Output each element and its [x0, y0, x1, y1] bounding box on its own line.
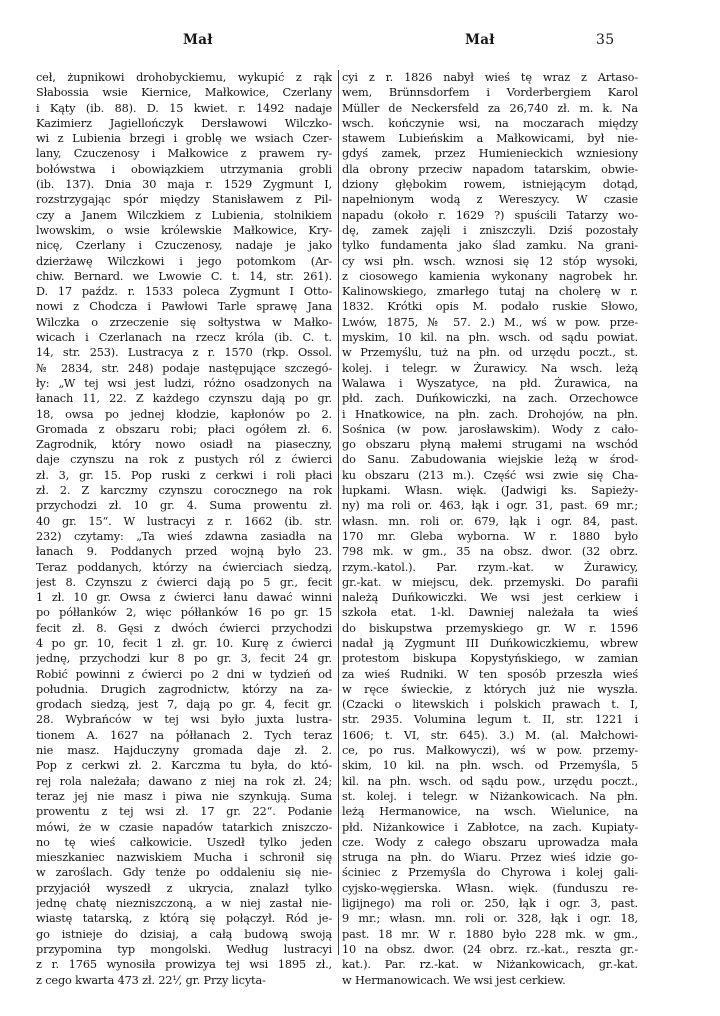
text-line: przyjaciół wyszedł z ukrycia, znalazł tylko — [36, 881, 332, 895]
text-line: 40 gr. 15“. W lustracyi z r. 1662 (ib. str. — [36, 514, 332, 528]
text-line: lwowskim, o wsie królewskie Małkowice, Kry- — [36, 223, 332, 237]
text-line: ły: „W tej wsi jest ludzi, różno osadzonych na — [36, 376, 332, 390]
text-line: Sośnica (w pow. jarosławskim). Wody z cało- — [342, 422, 638, 436]
text-line: łupkami. Własn. więk. (Jadwigi ks. Sapieży- — [342, 484, 638, 498]
text-line: do Sanu. Zabudowania wiejskie leżą w środ- — [342, 453, 638, 467]
text-line: ny) ma roli or. 463, łąk i ogr. 31, past. 69 mr.; — [342, 499, 638, 513]
text-line: chiw. Bernard. we Lwowie C. t. 14, str. 261). — [36, 269, 332, 283]
text-line: z ciosowego kamienia wykonany nagrobek hr. — [342, 269, 638, 283]
text-line: kil. na płn. wsch. od sądu pow., urzędu poczt., — [342, 774, 638, 788]
text-line: 28. Wybrańców w tej wsi było juxta lustra- — [36, 713, 332, 727]
text-line: № 2834, str. 248) podaje następujące szczegó- — [36, 361, 332, 375]
text-line: dzierżawę Wilczkowi i jego potomkom (Ar- — [36, 254, 332, 268]
text-line: i Kąty (ib. 88). D. 15 kwiet. r. 1492 nadaje — [36, 101, 332, 115]
text-line: w ręce świeckie, z których już nie wyszła. — [342, 682, 638, 696]
text-line: do biskupstwa przemyskiego gr. W r. 1596 — [342, 621, 638, 635]
text-line: Kalinowskiego, zmarłego tutaj na cholerę w r. — [342, 285, 638, 299]
text-line: 1606; t. VI, str. 645). 3.) M. (al. Małchowi- — [342, 728, 638, 742]
text-line: w Przemyślu, tuż na płn. od urzędu poczt., st. — [342, 346, 638, 360]
text-line: Müller de Neckersfeld za 26,740 zł. m. k. Na — [342, 101, 638, 115]
text-line: 1 zł. 10 gr. Owsa z ćwierci łanu dawać winni — [36, 591, 332, 605]
text-line: należą Duńkowiczki. We wsi jest cerkiew i — [342, 591, 638, 605]
text-line: 9 mr.; własn. mn. roli or. 328, łąk i ogr. 18, — [342, 912, 638, 926]
text-line: nowi z Chodcza i Pawłowi Tarle sprawę Jana — [36, 300, 332, 314]
text-line: Kazimierz Jagiellończyk Dersławowi Wilczko- — [36, 116, 332, 130]
text-line: Lwów, 1875, № 57. 2.) M., wś w pow. prze- — [342, 315, 638, 329]
text-line: z cego kwarta 473 zł. 22⅟, gr. Przy licyta- — [36, 973, 266, 987]
text-line: nicę, Czerlany i Czuczenosy, nadaje je jako — [36, 239, 332, 253]
text-line: D. 17 paźdz. r. 1533 poleca Zygmunt I Otto- — [36, 285, 332, 299]
text-line: wsch. kończynie wsi, na moczarach między — [342, 116, 638, 130]
text-line: 232) czytamy: „Ta wieś zdawna zasiadła na — [36, 529, 332, 543]
text-line: w Hermanowicach. We wsi jest cerkiew. — [342, 973, 566, 987]
text-line: nadał ją Zygmunt III Duńkowiczkiemu, wbrew — [342, 636, 638, 650]
text-line: w zaroślach. Gdy tenże po oddaleniu się nie- — [36, 866, 332, 880]
text-line: płd. Niżankowice i Zabłotce, na zach. Kupiaty- — [342, 820, 638, 834]
text-line: skim, 10 kil. na płn. wsch. od Przemyśla, 5 — [342, 759, 638, 773]
text-line: 14, str. 253). Lustracya z r. 1570 (rkp. Ossol. — [36, 346, 332, 360]
text-line: ceł, żupnikowi drohobyckiemu, wykupić z rąk — [36, 71, 332, 84]
text-line: fecit zł. 8. Gęsi z dwóch ćwierci przychodzi — [36, 621, 332, 635]
text-line: stawem Lubieńskim a Małkowicami, był nie- — [342, 132, 638, 146]
text-line: ku obszaru (213 m.). Część wsi zwie się Cha- — [342, 468, 638, 482]
text-line: 798 mk. w gm., 35 na obsz. dwor. (32 obrz. — [342, 545, 638, 559]
right-text-column — [342, 70, 638, 988]
text-line: Słabossia wsie Kiernice, Małkowice, Czerlany — [36, 86, 332, 100]
text-line: przypomina typ mongolski. Według lustracyi — [36, 942, 332, 956]
text-line: grodach siedzą, jest 7, dają po gr. 4, fecit gr. — [36, 698, 332, 712]
text-line: własn. mn. roli or. 679, łąk i ogr. 84, past. — [342, 514, 638, 528]
text-line: protestom biskupa Kopystyńskiego, w zamian — [342, 652, 638, 666]
text-line: przychodzi zł. 10 gr. 4. Suma prowentu zł. — [36, 499, 332, 513]
text-line: i Hnatkowice, na płn. zach. Drohojów, na płn. — [342, 407, 638, 421]
text-line: leżą Hermanowice, na wsch. Wielunice, na — [342, 805, 638, 819]
text-line: wem, Brünnsdorfem i Vorderbergiem Karol — [342, 86, 638, 100]
text-line: tionem A. 1627 na półłanach 2. Tych teraz — [36, 728, 332, 742]
page-header — [0, 32, 720, 52]
text-line: napadu (około r. 1629 ?) spuścili Tatarzy wo- — [342, 208, 638, 222]
running-head-left: Mał — [183, 32, 213, 48]
text-line: myskim, 10 kil. na płn. wsch. od sądu powiat. — [342, 331, 638, 345]
text-line: go obszaru płyną małemi strugami na wschód — [342, 438, 638, 452]
text-line: cze. Wody z całego obszaru uprowadza mała — [342, 835, 638, 849]
text-line: 4 po gr. 10, fecit 1 zł. gr. 10. Kurę z ćwierci — [36, 636, 332, 650]
text-line: dla obrony przeciw napadom tatarskim, obwie- — [342, 162, 638, 176]
text-line: czy a Janem Wilczkiem z Lubienia, stolnikiem — [36, 208, 332, 222]
text-line: dę, zamek zajęli i zniszczyli. Dziś pozostały — [342, 223, 638, 237]
text-line: wicach i Czerlanach na rzecz króla (ib. C. t. — [36, 331, 332, 345]
text-line: cyjsko-węgierska. Własn. więk. (funduszu re- — [342, 881, 638, 895]
text-line: z r. 1765 wynosiła prowizya tej wsi 1895 zł., — [36, 958, 332, 972]
text-line: rzym.-katol.). Par. rzym.-kat. w Żurawicy, — [342, 560, 638, 574]
text-line: bołówstwa i obowiązkiem utrzymania grobli — [36, 162, 332, 176]
text-line: prowentu z tej wsi zł. 17 gr. 22“. Podanie — [36, 805, 332, 819]
text-line: 18, owsa po jednej kłodzie, kapłonów po 2. — [36, 407, 332, 421]
text-line: rozstrzygając spór między Stanisławem z Pil- — [36, 193, 332, 207]
text-line: łanach 9. Poddanych przed wojną było 23. — [36, 545, 332, 559]
text-line: dziony głębokim rowem, istniejącym dotąd, — [342, 178, 638, 192]
text-line: ściniec z Przemyśla do Chyrowa i kolej gali- — [342, 866, 638, 880]
text-line: (ib. 137). Dnia 30 maja r. 1529 Zygmunt I, — [36, 178, 332, 192]
running-head-right: Mał — [465, 32, 495, 48]
text-line: go istnieje do dzisiaj, a całą budową swoją — [36, 927, 332, 941]
text-line: wi z Lubienia brzegi i groblę we wsiach Czer- — [36, 132, 332, 146]
text-line: struga na płn. do Wiaru. Przez wieś idzie go- — [342, 851, 638, 865]
text-line: daje czynszu na rok z pustych ról z ćwierci — [36, 453, 332, 467]
text-line: rej rola należała; dawano z niej na rok zł. 24; — [36, 774, 332, 788]
text-line: po półłanków 2, więc półłanków 16 po gr. 15 — [36, 606, 332, 620]
left-text-column — [36, 70, 332, 988]
text-line: mieszkaniec nazwiskiem Mucha i schronił się — [36, 851, 332, 865]
text-line: Wilczka o zrzeczenie się sołtystwa w Małko- — [36, 315, 332, 329]
text-line: Gromada z obszaru robi; płaci ogółem zł. 6. — [36, 422, 332, 436]
text-line: ligijnego) ma roli or. 250, łąk i ogr. 3, past. — [342, 897, 638, 911]
text-line: Pop z cerkwi zł. 2. Karczma tu była, do któ- — [36, 759, 332, 773]
text-line: łanach 11, 22. Z każdego czynszu dają po gr. — [36, 392, 332, 406]
text-line: za wieś Rudniki. W ten sposób przeszła wieś — [342, 667, 638, 681]
text-line: cyi z r. 1826 nabył wieś tę wraz z Artaso- — [342, 71, 638, 84]
text-line: (Czacki o litewskich i polskich prawach t. I, — [342, 698, 638, 712]
text-line: szkoła etat. 1-kl. Dawniej należała ta wieś — [342, 606, 638, 620]
text-line: teraz jej nie masz i piwa nie szynkują. Suma — [36, 789, 332, 803]
text-line: jednę chatę niezniszczoną, a w niej zastał nie- — [36, 897, 332, 911]
column-divider — [338, 70, 339, 955]
text-line: ce, po rus. Małkowyczi), wś w pow. przemy- — [342, 744, 638, 758]
text-line: tylko fundamenta jako ślad zamku. Na grani- — [342, 239, 638, 253]
text-line: wiastę tatarską, z którą się połączył. Ród je- — [36, 912, 332, 926]
text-line: jest 8. Czynszu z ćwierci dają po 5 gr., fecit — [36, 575, 332, 589]
text-line: Robić powinni z ćwierci po 2 dni w tydzień od — [36, 667, 332, 681]
text-line: zł. 2. Z karczmy czynszu corocznego na rok — [36, 484, 332, 498]
page-number: 35 — [596, 32, 615, 48]
text-line: str. 2935. Volumina legum t. II, str. 1221 i — [342, 713, 638, 727]
text-line: no tę wieś całkowicie. Uszedł tylko jeden — [36, 835, 332, 849]
text-line: Zagrodnik, który nowo osiadł na piaseczny, — [36, 438, 332, 452]
text-line: płd. zach. Duńkowiczki, na zach. Orzechowce — [342, 392, 638, 406]
text-line: lany, Czuczenosy i Małkowice z prawem ry- — [36, 147, 332, 161]
text-line: południa. Drugich zagrodnictw, którzy na za- — [36, 682, 332, 696]
text-line: zł. 3, gr. 15. Pop ruski z cerkwi i roli płaci — [36, 468, 332, 482]
text-line: napełnionym wodą z Wereszycy. W czasie — [342, 193, 638, 207]
text-line: 10 na obsz. dwor. (24 obrz. rz.-kat., reszta gr.- — [342, 942, 638, 956]
text-line: kat.). Par. rz.-kat. w Niżankowicach, gr.-kat. — [342, 958, 638, 972]
text-line: jednę, przychodzi kur 8 po gr. 3, fecit 24 gr. — [36, 652, 332, 666]
text-line: 170 mr. Gleba wyborna. W r. 1880 było — [342, 529, 638, 543]
text-line: 1832. Krótki opis M. podało ruskie Słowo, — [342, 300, 638, 314]
text-line: kolej. i telegr. w Żurawicy. Na wsch. leżą — [342, 361, 638, 375]
text-line: gdyś zamek, przez Humienieckich wzniesiony — [342, 147, 638, 161]
text-line: mówi, że w czasie napadów tatarkich zniszczo- — [36, 820, 332, 834]
text-line: past. 18 mr. W r. 1880 było 228 mk. w gm., — [342, 927, 638, 941]
text-line: Walawa i Wyszatyce, na płd. Żurawica, na — [342, 376, 638, 390]
text-line: gr.-kat. w miejscu, dek. przemyski. Do parafii — [342, 575, 638, 589]
text-line: Teraz poddanych, którzy na ćwierciach siedzą, — [36, 560, 332, 574]
text-line: cy wsi płn. wsch. wznosi się 12 stóp wysoki, — [342, 254, 638, 268]
text-line: st. kolej. i telegr. w Niżankowicach. Na płn. — [342, 789, 638, 803]
text-line: nie masz. Hajduczyny gromada daje zł. 2. — [36, 744, 332, 758]
